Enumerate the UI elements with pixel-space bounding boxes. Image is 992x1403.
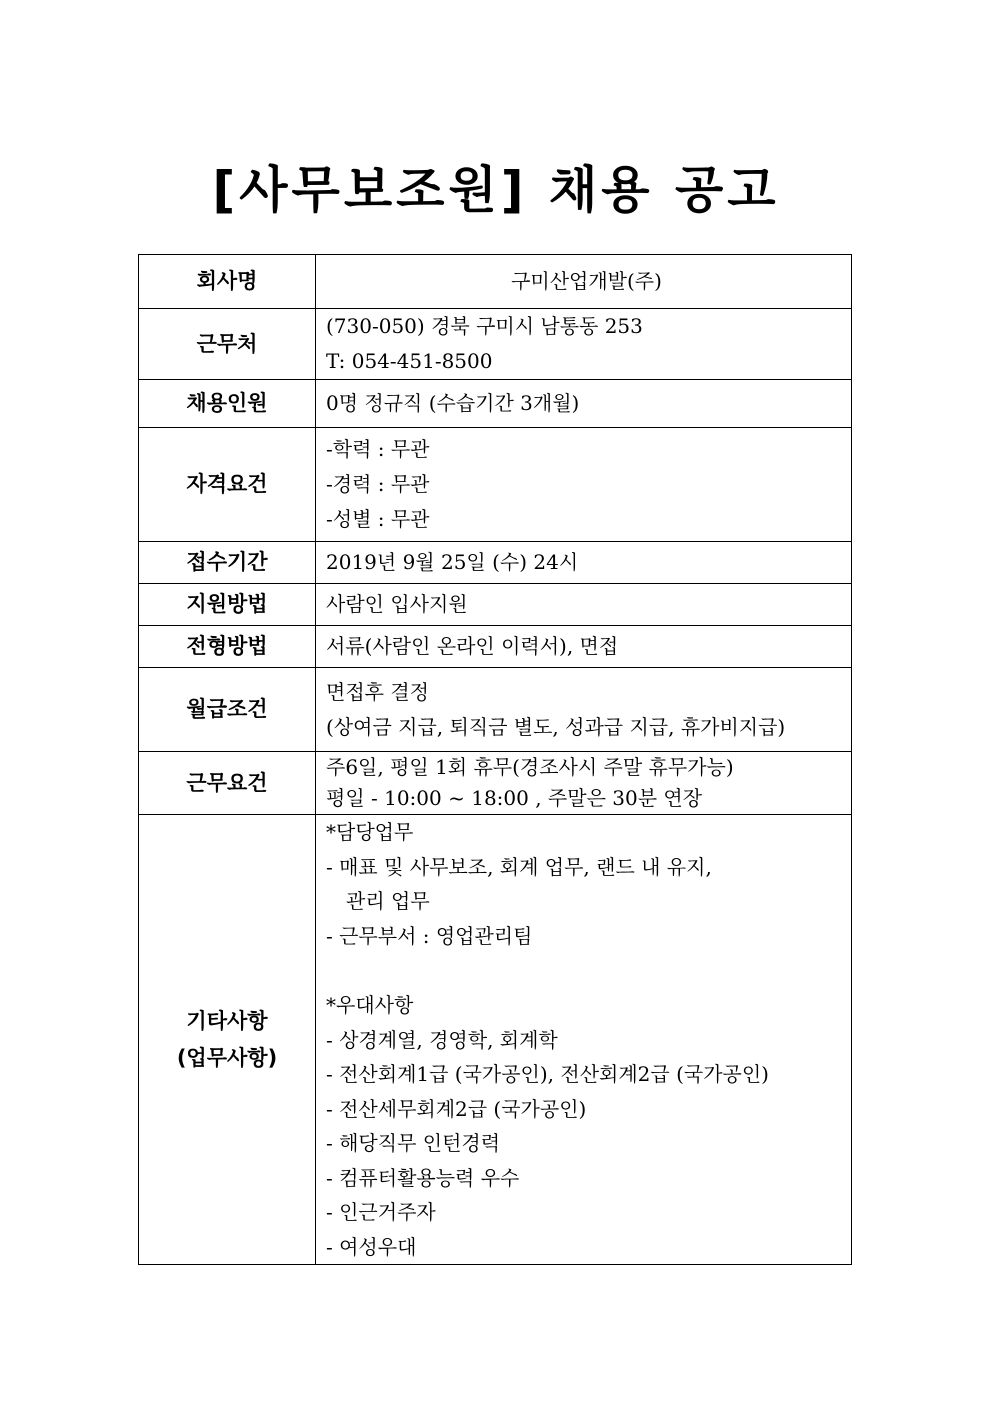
- row-label: 채용인원: [139, 380, 316, 428]
- row-value: [316, 815, 852, 1265]
- value-line: -학력 : 무관: [326, 437, 430, 461]
- value-line: (730-050) 경북 구미시 남통동 253: [326, 314, 643, 338]
- value-line: 구미산업개발(주): [511, 269, 662, 293]
- row-application-method: [139, 584, 852, 626]
- row-label: 지원방법: [139, 584, 316, 626]
- row-label: 월급조건: [139, 668, 316, 752]
- value-line: - 여성우대: [326, 1234, 417, 1259]
- value-line: (상여금 지급, 퇴직금 별도, 성과급 지급, 휴가비지급): [326, 714, 786, 739]
- row-workplace: [139, 309, 852, 380]
- row-label: 자격요건: [139, 428, 316, 542]
- row-work-conditions: [139, 752, 852, 815]
- row-label: 근무처: [139, 309, 316, 380]
- row-value: [316, 584, 852, 626]
- spacer: [326, 953, 847, 988]
- value-line: *우대사항: [326, 993, 414, 1017]
- value-line: 관리 업무: [346, 889, 430, 913]
- row-label: 접수기간: [139, 542, 316, 584]
- value-line: - 해당직무 인턴경력: [326, 1131, 501, 1155]
- row-application-period: [139, 542, 852, 584]
- value-line: T: 054-451-8500: [326, 349, 493, 373]
- value-line: 주6일, 평일 1회 휴무(경조사시 주말 휴무가능): [326, 755, 734, 779]
- value-line: -경력 : 무관: [326, 472, 430, 496]
- row-other-details: [139, 815, 852, 1265]
- value-line: - 전산회계1급 (국가공인), 전산회계2급 (국가공인): [326, 1062, 769, 1086]
- value-line: 면접후 결정: [326, 679, 429, 704]
- value-line: 0명 정규직 (수습기간 3개월): [326, 391, 580, 415]
- row-headcount: [139, 380, 852, 428]
- row-label: 전형방법: [139, 626, 316, 668]
- value-line: - 인근거주자: [326, 1200, 436, 1224]
- row-value: [316, 255, 852, 309]
- row-label-sub: (업무사항): [176, 1045, 278, 1070]
- row-salary: [139, 668, 852, 752]
- value-line: 사람인 입사지원: [326, 592, 468, 616]
- row-label: 기타사항: [186, 1008, 268, 1033]
- value-line: *담당업무: [326, 820, 414, 844]
- row-label: 회사명: [139, 255, 316, 309]
- value-line: - 컴퓨터활용능력 우수: [326, 1165, 520, 1190]
- row-value: [316, 668, 852, 752]
- row-company: [139, 255, 852, 309]
- job-posting-table: [138, 254, 852, 1265]
- row-label-group: [139, 815, 316, 1265]
- row-value: [316, 380, 852, 428]
- row-label: 근무요건: [139, 752, 316, 815]
- row-value: [316, 428, 852, 542]
- row-value: [316, 309, 852, 380]
- row-value: [316, 542, 852, 584]
- value-line: 서류(사람인 온라인 이력서), 면접: [326, 634, 619, 658]
- value-line: - 매표 및 사무보조, 회계 업무, 랜드 내 유지,: [326, 854, 712, 879]
- row-qualifications: [139, 428, 852, 542]
- value-line: - 근무부서 : 영업관리팀: [326, 923, 533, 948]
- value-line: -성별 : 무관: [326, 507, 430, 531]
- row-value: [316, 626, 852, 668]
- row-selection-process: [139, 626, 852, 668]
- row-value: [316, 752, 852, 815]
- value-line: - 상경계열, 경영학, 회계학: [326, 1027, 558, 1052]
- value-line: 2019년 9월 25일 (수) 24시: [326, 550, 579, 574]
- value-line: 평일 - 10:00 ~ 18:00 , 주말은 30분 연장: [326, 786, 703, 810]
- value-line: - 전산세무회계2급 (국가공인): [326, 1096, 587, 1121]
- page-title: [사무보조원] 채용 공고: [212, 161, 780, 219]
